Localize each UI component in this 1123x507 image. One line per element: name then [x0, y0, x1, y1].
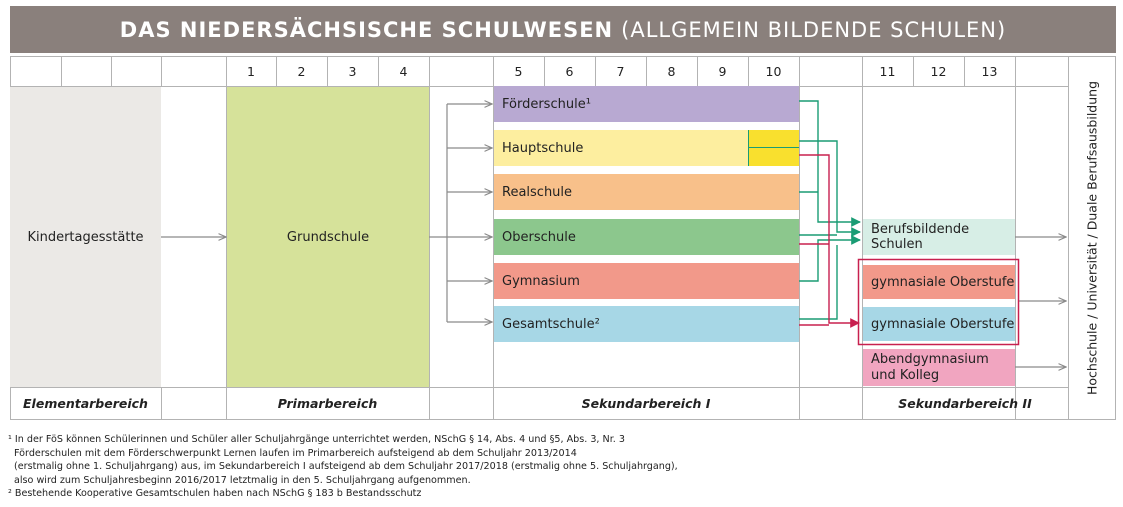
gymnasium-label: Gymnasium [502, 273, 580, 289]
grundschule-label: Grundschule [286, 229, 370, 245]
grade-5: 5 [514, 63, 523, 79]
arrow-hauptschule-oberstufe [799, 155, 859, 323]
abendgymnasium-box [863, 349, 1015, 386]
abendgymnasium-label-1: Abendgymnasium [871, 351, 989, 367]
hochschule-column [1068, 56, 1116, 420]
footnote-line-1: ¹ In der FöS können Schülerinnen und Schüler aller Schuljahrgänge unterrichtet werden, NSchG § 14, Abs. 4 und §5, Abs. 3, Nr. 3 [8, 434, 625, 445]
berufsbildende-box [863, 219, 1015, 255]
hauptschule-label: Hauptschule [502, 140, 584, 156]
gesamtschule-label: Gesamtschule² [502, 316, 600, 332]
area-sek1: Sekundarbereich I [581, 396, 711, 411]
grade-9: 9 [718, 63, 727, 79]
grade-10: 10 [765, 63, 782, 79]
grade-11: 11 [879, 63, 896, 79]
footnote-line-3: (erstmalig ohne 1. Schuljahrgang) aus, im Sekundarbereich I aufsteigend ab dem Schuljahr 2017/2018 (erstmalig ohne 5. Schuljahrgang), [14, 461, 678, 473]
grade-3: 3 [348, 63, 357, 79]
grade-13: 13 [981, 63, 998, 79]
gym-oberstufe-label-1: gymnasiale Oberstufe [871, 274, 1015, 290]
gymnasium-box [494, 263, 799, 299]
grade-4: 4 [399, 63, 408, 79]
grade-8: 8 [667, 63, 676, 79]
grade-6: 6 [565, 63, 574, 79]
title-main: DAS NIEDERSÄCHSISCHE SCHULWESEN [119, 17, 614, 42]
area-sek2: Sekundarbereich II [898, 396, 1032, 411]
footnote-line-4: also wird zum Schuljahresbeginn 2016/2017 letztmalig in den 5. Schuljahrgang aufgenommen. [14, 474, 471, 486]
foerderschule-box [494, 86, 799, 122]
gym-oberstufe-label-2: gymnasiale Oberstufe [871, 316, 1015, 332]
grundschule-box [227, 87, 429, 387]
berufsbildende-label: Berufsbildende Schulen [871, 222, 970, 252]
gesamtschule-box [494, 306, 799, 342]
abendgymnasium-label-2: und Kolleg [871, 367, 940, 383]
hauptschule-grade10-segment [748, 130, 799, 166]
area-elementar: Elementarbereich [23, 396, 148, 411]
area-primar: Primarbereich [277, 396, 378, 411]
foerderschule-label: Förderschule¹ [502, 96, 591, 112]
grade-1: 1 [247, 63, 255, 79]
hochschule-label: Hochschule / Universität / Duale Berufsausbildung [1084, 80, 1100, 396]
gym-oberstufe-box-1 [863, 265, 1015, 299]
footnotes [8, 433, 1108, 501]
realschule-box [494, 174, 799, 210]
title-sub: (ALLGEMEIN BILDENDE SCHULEN) [621, 17, 1007, 42]
hauptschule-divider [748, 147, 799, 148]
grade-2: 2 [297, 63, 306, 79]
grade-12: 12 [930, 63, 947, 79]
kita-box [10, 87, 161, 387]
realschule-label: Realschule [502, 184, 573, 200]
grade-7: 7 [616, 63, 625, 79]
kita-label: Kindertagesstätte [27, 229, 144, 245]
oberschule-box [494, 219, 799, 255]
gym-oberstufe-box-2 [863, 307, 1015, 341]
footnote-line-2: Förderschulen mit dem Förderschwerpunkt Lernen laufen im Primarbereich aufsteigend ab dem Schuljahr 2013/2014 [14, 447, 577, 459]
oberschule-label: Oberschule [502, 229, 576, 245]
footnote-line-5: ² Bestehende Kooperative Gesamtschulen haben nach NSchG § 183 b Bestandsschutz [8, 488, 422, 500]
